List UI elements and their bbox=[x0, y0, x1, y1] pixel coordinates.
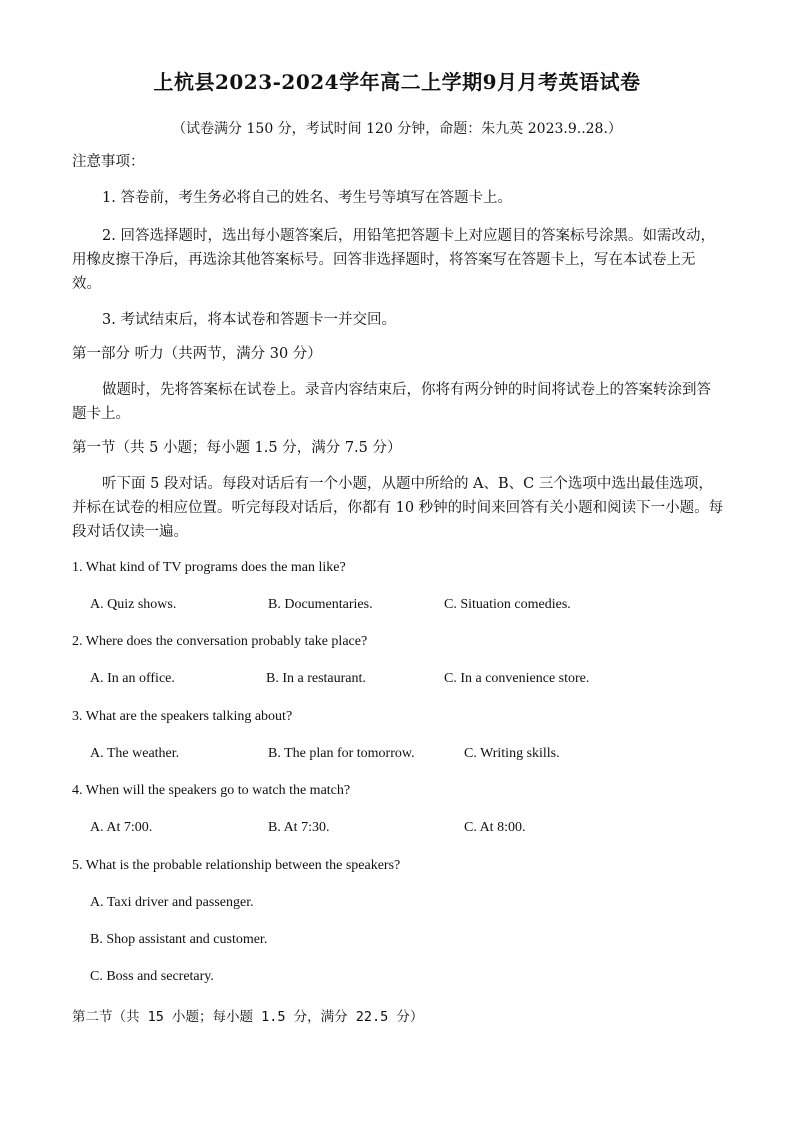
notice-heading: 注意事项： bbox=[72, 154, 145, 170]
q1-option-c: C. Situation comedies. bbox=[444, 597, 571, 612]
q2-option-c: C. In a convenience store. bbox=[444, 671, 590, 686]
q2-option-a: A. In an office. bbox=[90, 671, 175, 686]
q1-option-a: A. Quiz shows. bbox=[90, 597, 177, 612]
q2-option-b: B. In a restaurant. bbox=[266, 671, 366, 686]
q3-option-a: A. The weather. bbox=[90, 746, 180, 761]
section1-heading: 第一节（共 5 小题；每小题 1.5 分，满分 7.5 分） bbox=[72, 440, 402, 456]
q5-option-a: A. Taxi driver and passenger. bbox=[90, 895, 254, 910]
section1-instruction: 听下面 5 段对话。每段对话后有一个小题，从题中所给的 A、B、C 三个选项中选出最佳选项，并标在试卷的相应位置。听完每段对话后，你都有 10 秒钟的时间来回答有关小题和阅读下一小题。每段对话仅读一遍。 bbox=[72, 476, 724, 540]
q1-option-b: B. Documentaries. bbox=[268, 597, 373, 612]
q3-option-b: B. The plan for tomorrow. bbox=[268, 746, 415, 761]
exam-info: （试卷满分 150 分，考试时间 120 分钟，命题：朱九英 2023.9..28.） bbox=[172, 121, 622, 137]
q4-option-b: B. At 7:30. bbox=[268, 820, 330, 835]
part1-instruction: 做题时，先将答案标在试卷上。录音内容结束后，你将有两分钟的时间将试卷上的答案转涂到答题卡上。 bbox=[72, 382, 711, 422]
question-1: 1. What kind of TV programs does the man like? bbox=[72, 560, 346, 575]
question-5: 5. What is the probable relationship between the speakers? bbox=[72, 858, 401, 873]
notice-item-3: 3. 考试结束后，将本试卷和答题卡一并交回。 bbox=[102, 312, 396, 328]
question-4: 4. When will the speakers go to watch the match? bbox=[72, 783, 351, 798]
question-2: 2. Where does the conversation probably take place? bbox=[72, 634, 368, 649]
q3-option-c: C. Writing skills. bbox=[464, 746, 560, 761]
section2-heading: 第二节（共 15 小题；每小题 1.5 分，满分 22.5 分） bbox=[72, 1009, 424, 1025]
notice-item-1: 1. 答卷前，考生务必将自己的姓名、考生号等填写在答题卡上。 bbox=[102, 190, 512, 206]
q4-option-c: C. At 8:00. bbox=[464, 820, 526, 835]
q5-option-c: C. Boss and secretary. bbox=[90, 969, 214, 984]
notice-item-2: 2. 回答选择题时，选出每小题答案后，用铅笔把答题卡上对应题目的答案标号涂黑。如需改动，用橡皮擦干净后，再选涂其他答案标号。回答非选择题时，将答案写在答题卡上，写在本试卷上无效。 bbox=[72, 228, 715, 292]
page-title: 上杭县2023-2024学年高二上学期9月月考英语试卷 bbox=[153, 70, 641, 94]
question-3: 3. What are the speakers talking about? bbox=[72, 709, 293, 724]
q5-option-b: B. Shop assistant and customer. bbox=[90, 932, 268, 947]
q4-option-a: A. At 7:00. bbox=[90, 820, 153, 835]
part1-heading: 第一部分 听力（共两节，满分 30 分） bbox=[72, 346, 322, 362]
